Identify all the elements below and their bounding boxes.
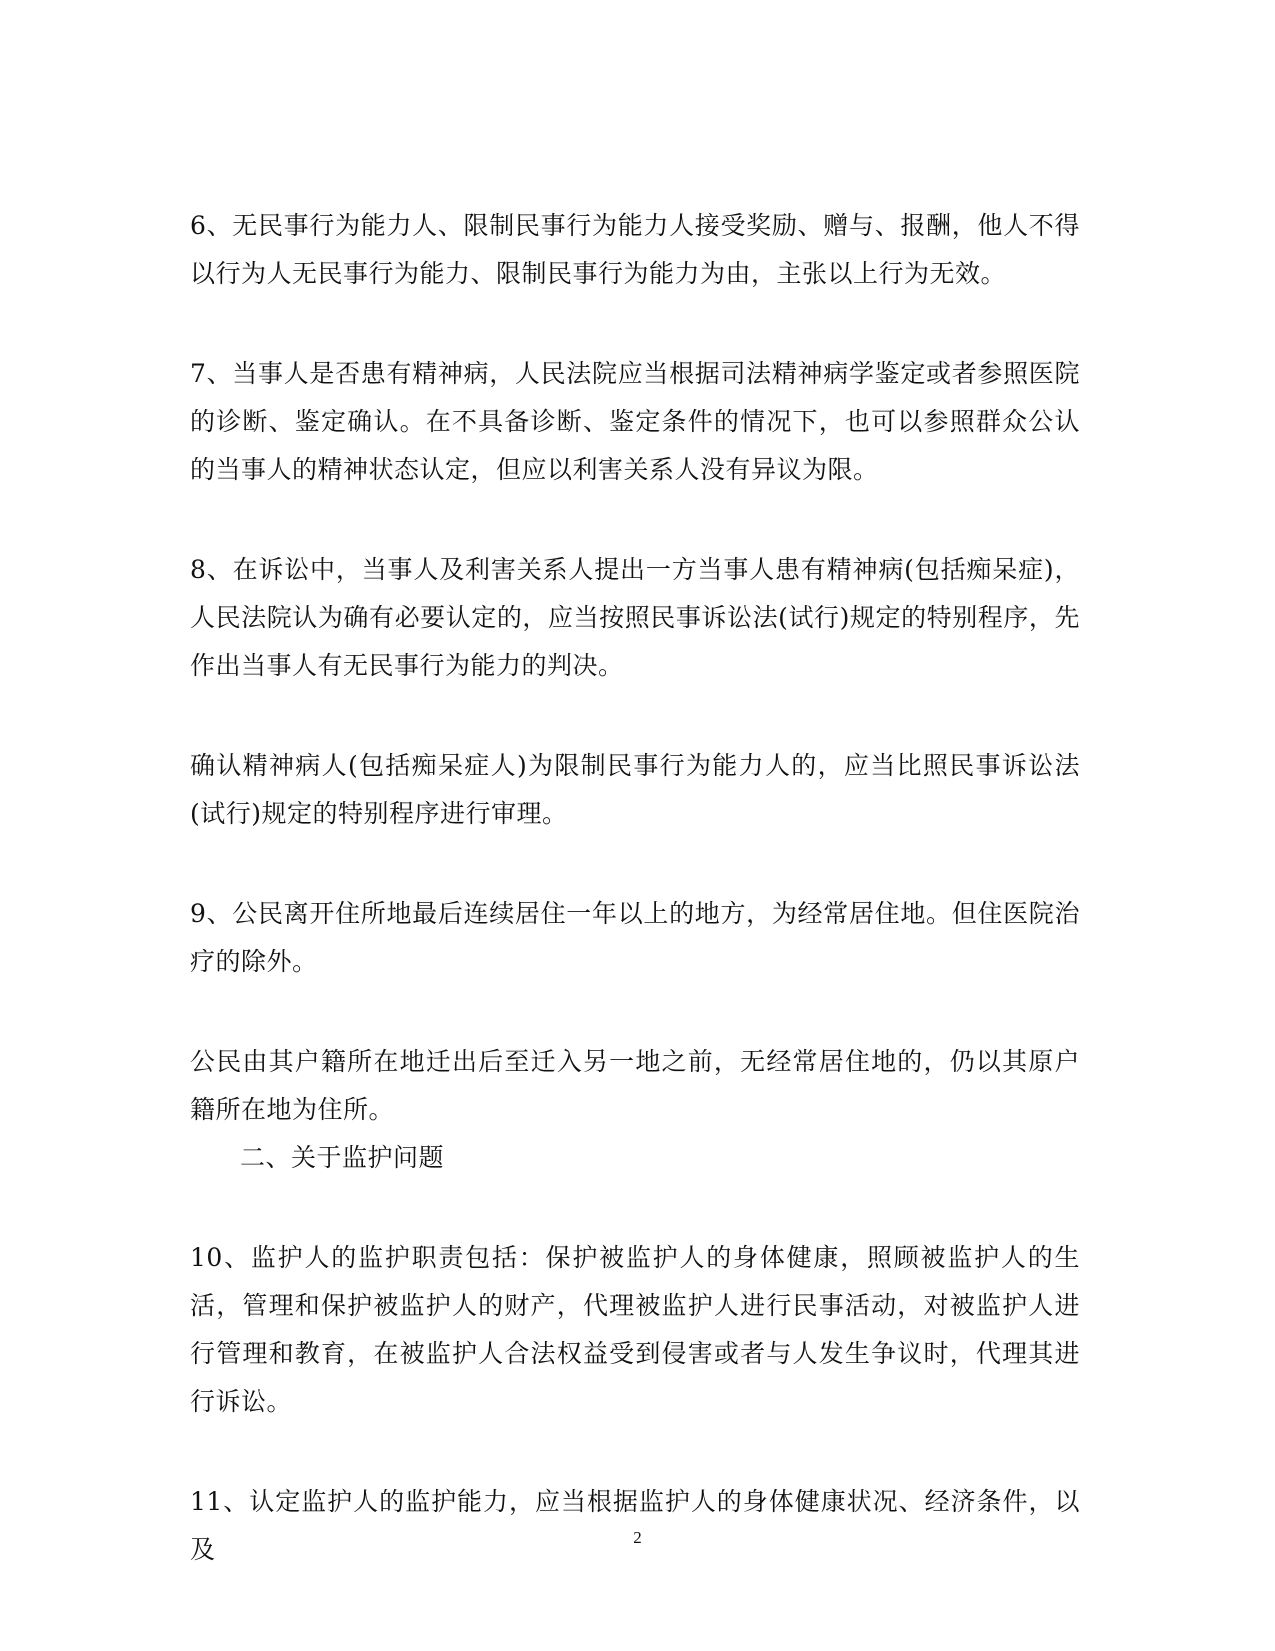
document-body [190, 202, 1080, 1626]
paragraph-8: 8、在诉讼中，当事人及利害关系人提出一方当事人患有精神病(包括痴呆症)，人民法院认为确有必要认定的，应当按照民事诉讼法(试行)规定的特别程序，先作出当事人有无民事行为能力的判决。 [190, 555, 1080, 680]
paragraph-11: 11、认定监护人的监护能力，应当根据监护人的身体健康状况、经济条件，以及 [190, 1487, 1080, 1564]
paragraph-8-continued: 确认精神病人(包括痴呆症人)为限制民事行为能力人的，应当比照民事诉讼法(试行)规定的特别程序进行审理。 [190, 751, 1080, 828]
section-heading: 二、关于监护问题 [240, 1143, 445, 1172]
page-number: 2 [633, 1528, 642, 1547]
paragraph-7: 7、当事人是否患有精神病，人民法院应当根据司法精神病学鉴定或者参照医院的诊断、鉴定确认。在不具备诊断、鉴定条件的情况下，也可以参照群众公认的当事人的精神状态认定，但应以利害关系人没有异议为限。 [190, 359, 1080, 484]
paragraph-9: 9、公民离开住所地最后连续居住一年以上的地方，为经常居住地。但住医院治疗的除外。 [190, 899, 1080, 976]
paragraph-9-continued: 公民由其户籍所在地迁出后至迁入另一地之前，无经常居住地的，仍以其原户籍所在地为住所。 [190, 1047, 1080, 1124]
paragraph-6: 6、无民事行为能力人、限制民事行为能力人接受奖励、赠与、报酬，他人不得以行为人无民事行为能力、限制民事行为能力为由，主张以上行为无效。 [190, 211, 1080, 288]
paragraph-10: 10、监护人的监护职责包括：保护被监护人的身体健康，照顾被监护人的生活，管理和保护被监护人的财产，代理被监护人进行民事活动，对被监护人进行管理和教育，在被监护人合法权益受到侵害或者与人发生争议时，代理其进行诉讼。 [190, 1243, 1080, 1416]
